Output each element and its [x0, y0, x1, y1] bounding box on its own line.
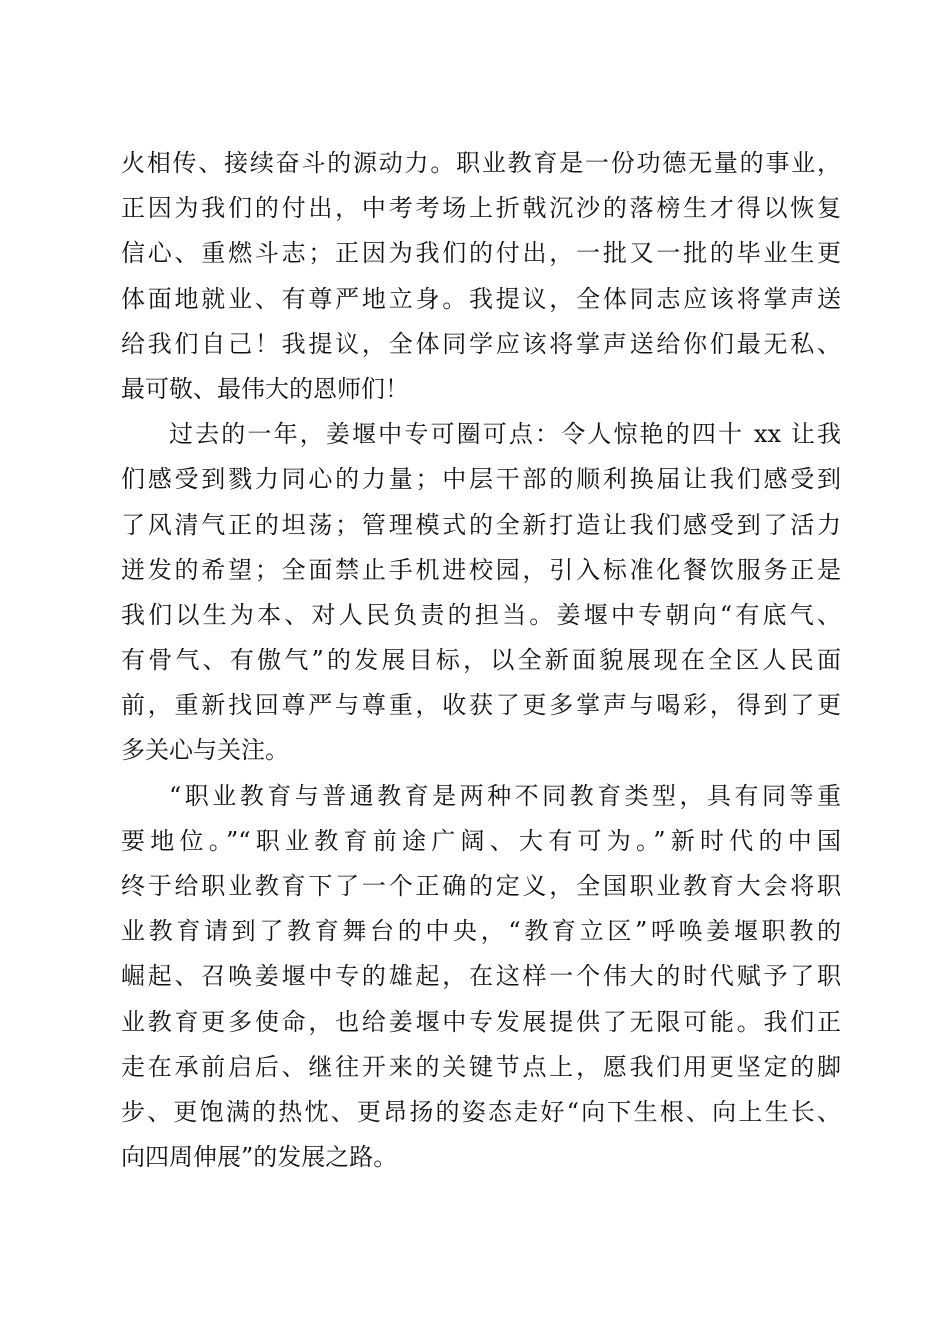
text-line: 们感受到戮力同心的力量；中层干部的顺利换届让我们感受到	[121, 465, 841, 494]
text-line: 给我们自己！我提议，全体同学应该将掌声送给你们最无私、	[121, 329, 841, 358]
text-line: 了风清气正的坦荡；管理模式的全新打造让我们感受到了活力	[121, 510, 841, 539]
text-line: 步、更饱满的热忱、更昂扬的姿态走好“向下生根、向上生长、	[121, 1097, 841, 1126]
text-line: 我们以生为本、对人民负责的担当。姜堰中专朝向“有底气、	[121, 600, 841, 629]
text-line: 正因为我们的付出，中考考场上折戟沉沙的落榜生才得以恢复	[121, 194, 841, 223]
paragraph	[121, 412, 841, 774]
text-line: 火相传、接续奋斗的源动力。职业教育是一份功德无量的事业，	[121, 149, 841, 177]
text-line: 过去的一年，姜堰中专可圈可点：令人惊艳的四十 xx 让我	[169, 420, 841, 449]
paragraph	[121, 141, 841, 412]
paragraph	[121, 774, 841, 1181]
document-body	[121, 141, 841, 1180]
text-line: 终于给职业教育下了一个正确的定义，全国职业教育大会将职	[121, 872, 841, 900]
text-line: 前，重新找回尊严与尊重，收获了更多掌声与喝彩，得到了更	[121, 691, 841, 720]
text-line: “职业教育与普通教育是两种不同教育类型，具有同等重	[169, 781, 841, 810]
text-line: 业教育更多使命，也给姜堰中专发展提供了无限可能。我们正	[121, 1007, 841, 1036]
text-line: 迸发的希望；全面禁止手机进校园，引入标准化餐饮服务正是	[121, 555, 841, 584]
text-line: 信心、重燃斗志；正因为我们的付出，一批又一批的毕业生更	[121, 239, 841, 268]
text-line: 走在承前启后、继往开来的关键节点上，愿我们用更坚定的脚	[121, 1052, 841, 1081]
text-line: 向四周伸展”的发展之路。	[121, 1143, 398, 1172]
text-line: 最可敬、最伟大的恩师们！	[121, 374, 409, 403]
text-line: 有骨气、有傲气”的发展目标，以全新面貌展现在全区人民面	[121, 646, 841, 675]
text-line: 崛起、召唤姜堰中专的雄起，在这样一个伟大的时代赋予了职	[121, 962, 841, 991]
text-line: 体面地就业、有尊严地立身。我提议，全体同志应该将掌声送	[121, 284, 841, 313]
text-line: 业教育请到了教育舞台的中央，“教育立区”呼唤姜堰职教的	[121, 917, 841, 946]
text-line: 多关心与关注。	[121, 736, 289, 765]
text-line: 要地位。”“职业教育前途广阔、大有可为。”新时代的中国	[121, 826, 841, 855]
